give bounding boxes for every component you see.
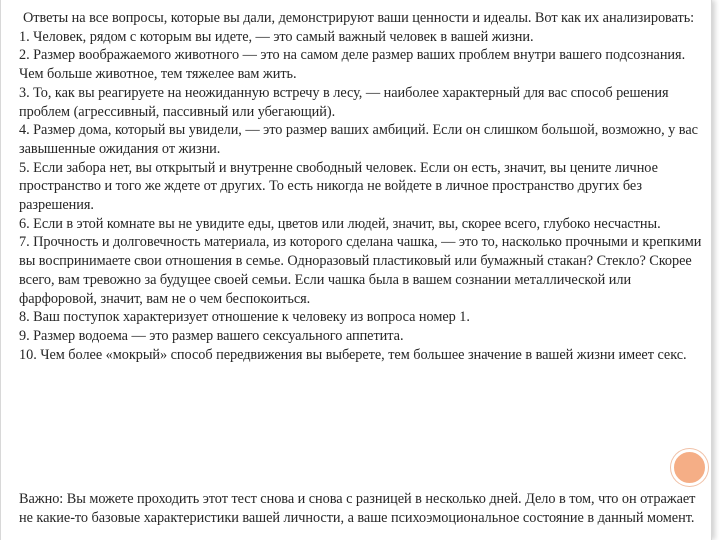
answers-text-block <box>19 9 707 364</box>
answer-item-3: 3. То, как вы реагируете на неожиданную встречу в лесу, — наиболее характерный для вас способ решения проблем (агрессивный, пассивный или убегающий). <box>19 84 669 120</box>
answer-item-8: 8. Ваш поступок характеризует отношение к человеку из вопроса номер 1. <box>19 309 470 326</box>
answer-item-10: 10. Чем более «мокрый» способ передвижения вы выберете, тем большее значение в вашей жизни имеет секс. <box>19 346 687 363</box>
decorative-orange-circle <box>671 449 708 486</box>
important-note: Важно: Вы можете проходить этот тест снова и снова с разницей в несколько дней. Дело в том, что он отражает не какие-то базовые характеристики вашей личности, а ваше психоэмоциональное состояние в данный момент. <box>19 491 696 526</box>
intro-paragraph: Ответы на все вопросы, которые вы дали, демонстрируют ваши ценности и идеалы. Вот как их анализировать: <box>23 10 695 26</box>
answer-item-9: 9. Размер водоема — это размер вашего сексуального аппетита. <box>19 327 404 344</box>
answer-item-1: 1. Человек, рядом с которым вы идете, — это самый важный человек в вашей жизни. <box>19 28 534 45</box>
answer-item-7: 7. Прочность и долговечность материала, из которого сделана чашка, — это то, насколько прочными и крепкими вы воспринимаете свои отношения в семье. Одноразовый пластиковый или бумажный стакан? Стекло? Скорее всего, вам тревожно за будущее своей семьи. Если чашка была в вашем сознании металлической или фарфоровой, значит, вам не о чем беспокоиться. <box>19 234 702 307</box>
answer-item-6: 6. Если в этой комнате вы не увидите еды, цветов или людей, значит, вы, скорее всего, глубоко несчастны. <box>19 215 661 232</box>
answer-item-4: 4. Размер дома, который вы увидели, — это размер ваших амбиций. Если он слишком большой, возможно, у вас завышенные ожидания от жизни. <box>19 122 698 157</box>
answer-item-5: 5. Если забора нет, вы открытый и внутренне свободный человек. Если он есть, значит, вы цените личное пространство и того же ждете от других. То есть никогда не войдете в личное пространство других без разрешения. <box>19 159 658 214</box>
answer-item-2: 2. Размер воображаемого животного — это на самом деле размер ваших проблем внутри вашего подсознания. Чем больше животное, тем тяжелее вам жить. <box>19 47 686 83</box>
